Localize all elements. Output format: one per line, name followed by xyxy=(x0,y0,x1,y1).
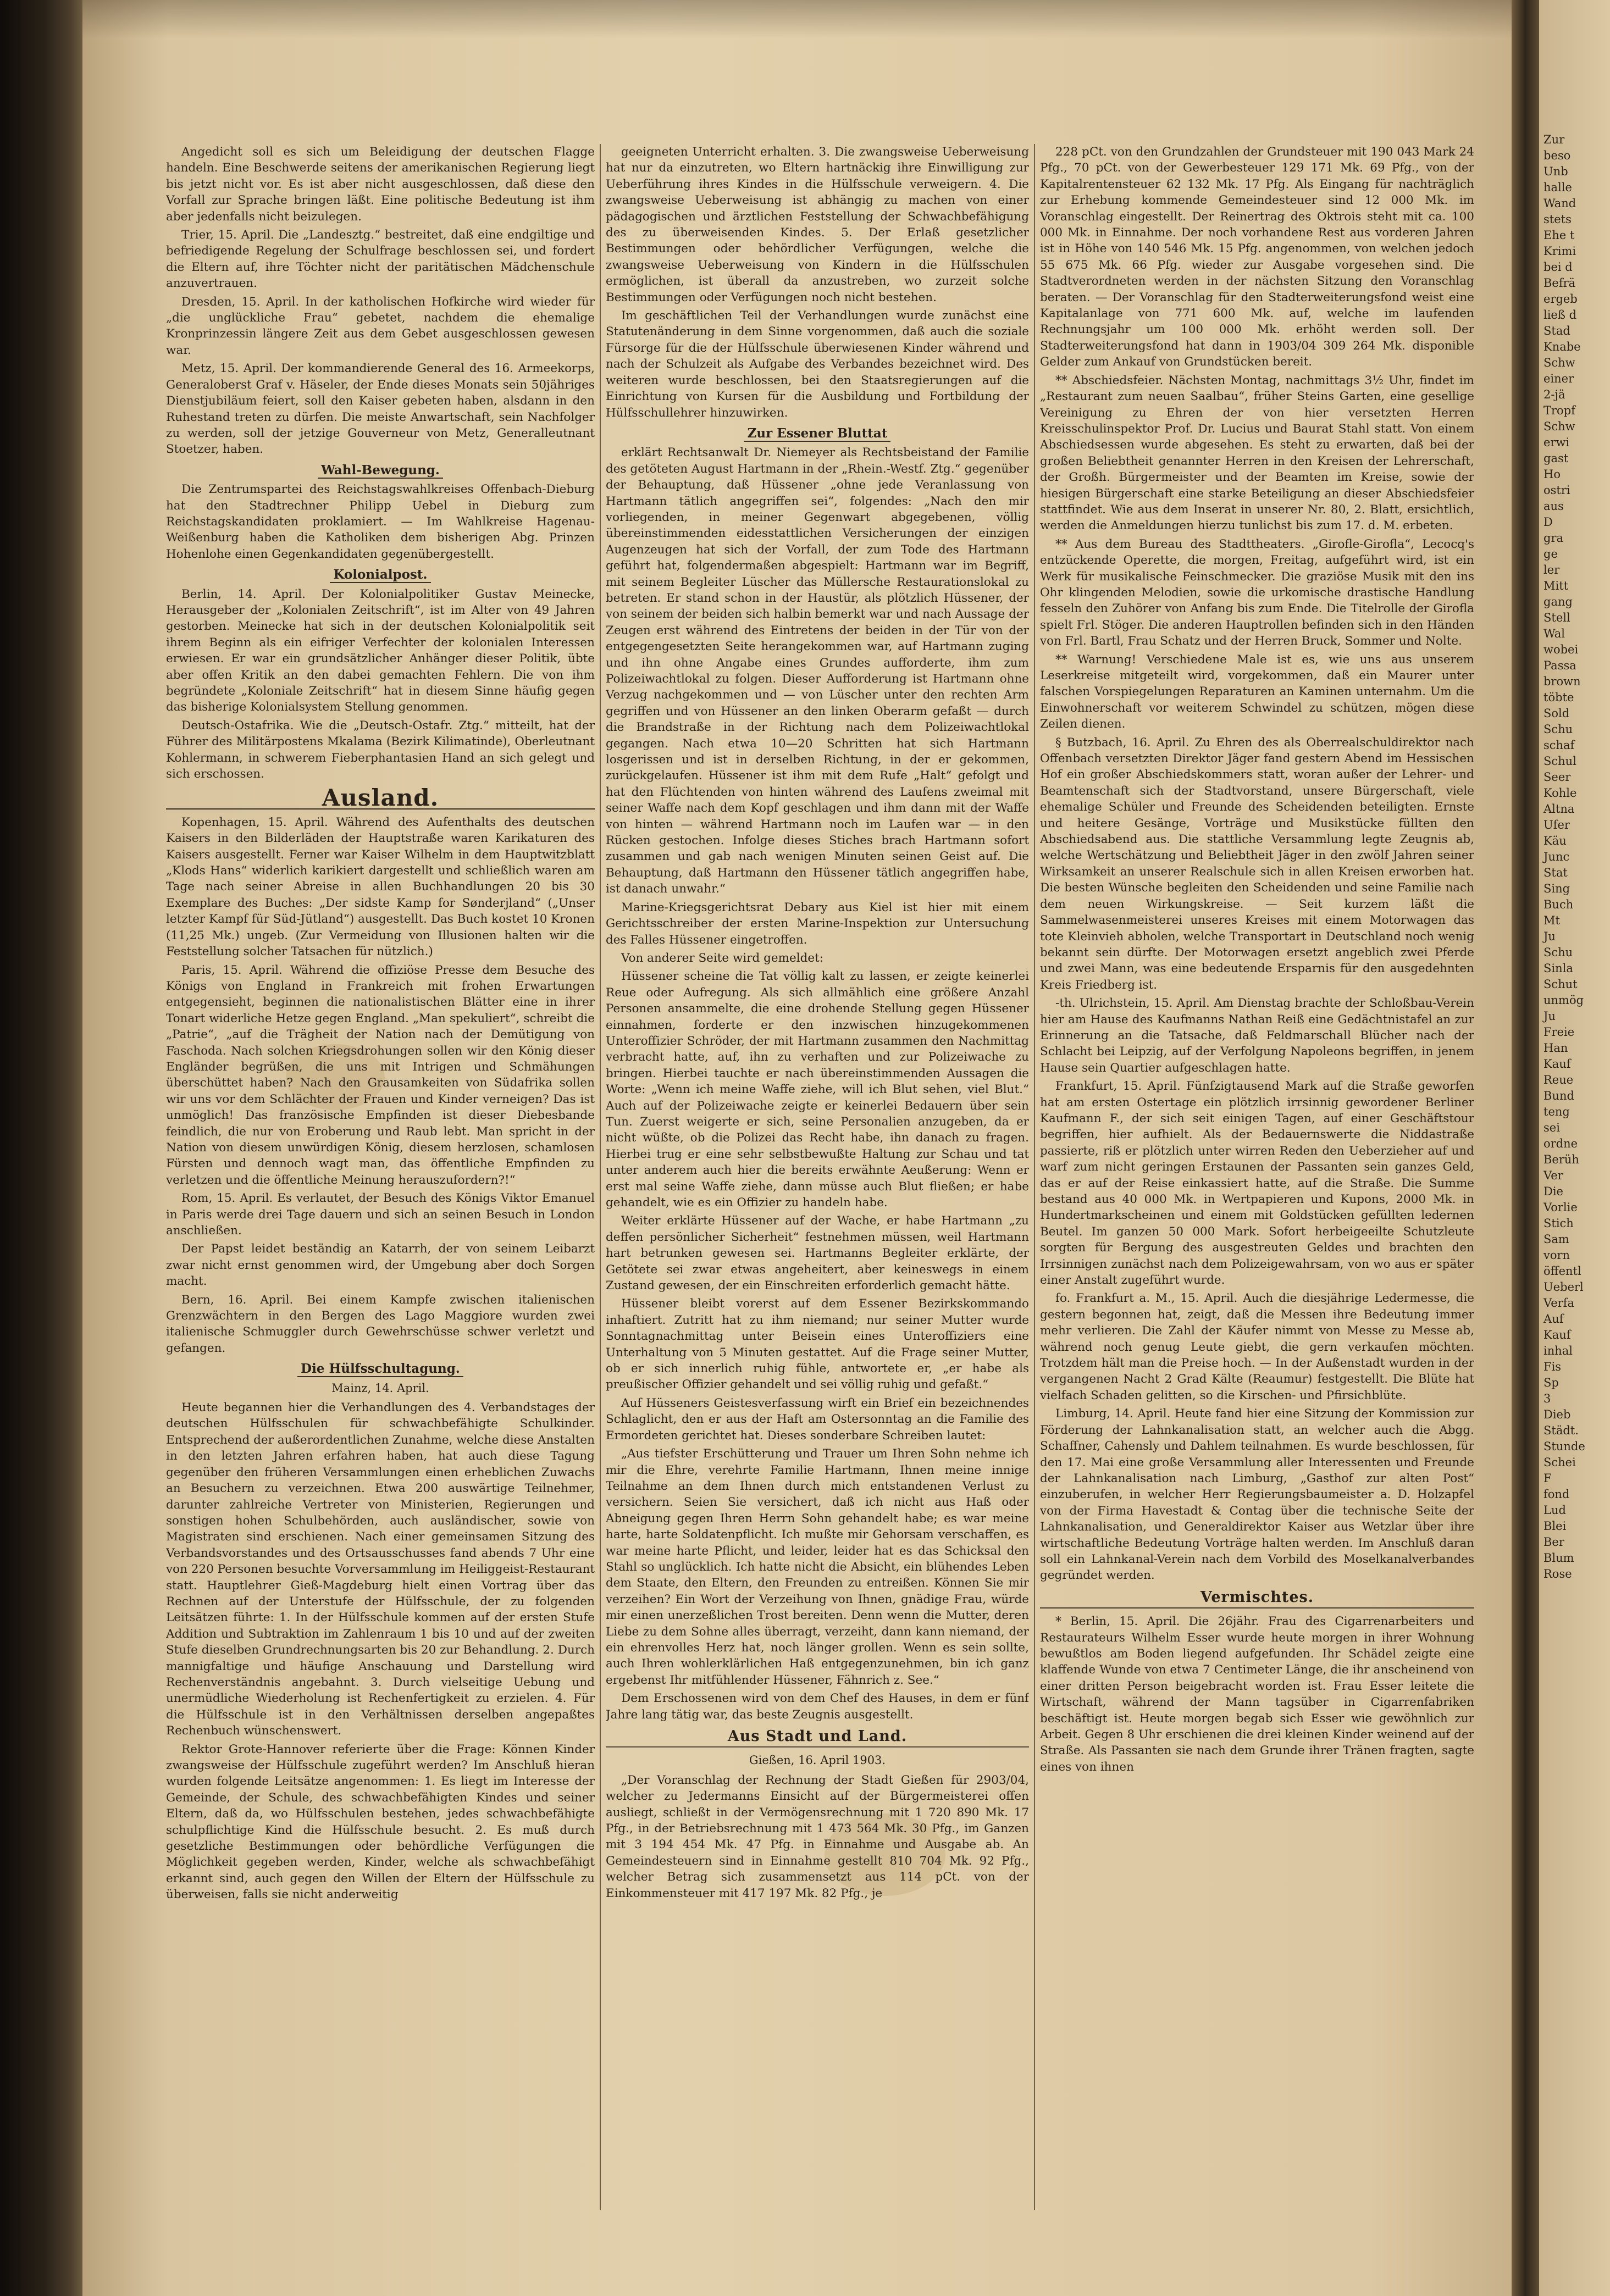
adjacent-page-text: Sinla xyxy=(1543,962,1573,975)
adjacent-page-text: Krimi xyxy=(1543,245,1576,258)
page-shadow xyxy=(82,0,1512,38)
adjacent-page-text: Sp xyxy=(1543,1376,1559,1389)
adjacent-page-text: Wand xyxy=(1543,197,1576,210)
column-rule xyxy=(1034,144,1035,2210)
article-paragraph: Trier, 15. April. Die „Landesztg.“ bestreitet, daß eine endgiltige und befriedigende Regelung der Schulfrage beschlossen sei, und fordert die Eltern auf, ihre Töchter nicht der paritätischen Mädchenschule anzuvertrauen. xyxy=(166,228,595,291)
adjacent-page-text: Städt. xyxy=(1543,1424,1579,1437)
article-paragraph: Frankfurt, 15. April. Fünfzigtausend Mark auf die Straße geworfen hat am ersten Ostertage ein plötzlich irrsinnig gewordener Berliner Kaufmann F., der sich seit einigen Tagen, auf einer Geschäftstour begriffen, hier aufhielt. Als der Bedauernswerte die Niddastraße passierte, riß er plötzlich unter wirren Reden den Ueberzieher auf und warf zum nicht geringen Erstaunen der Passanten sein ganzes Geld, das er auf der Reise einkassiert hatte, auf die Straße. Die Summe bestand aus 40 000 Mk. in Wertpapieren und Kupons, 2000 Mk. in Hundertmarkscheinen und einem mit Goldstücken gefüllten ledernen Beutel. Im ganzen 50 000 Mark. Sofort herbeigeeilte Schutzleute sorgten für Bergung des ausgestreuten Geldes und brachten den Irrsinnigen zunächst nach dem Polizeigewahrsam, von wo aus er später einer Anstalt zugeführt wurde. xyxy=(1040,1079,1474,1288)
adjacent-page-text: teng xyxy=(1543,1105,1570,1118)
adjacent-page-text: 2-jä xyxy=(1543,388,1565,401)
book-binding-edge xyxy=(0,0,82,2296)
article-paragraph: * Berlin, 15. April. Die 26jähr. Frau des Cigarrenarbeiters und Restaurateurs Wilhelm Esser wurde heute morgen in ihrer Wohnung bewußtlos am Boden liegend aufgefunden. Ihr Schädel zeigte eine klaffende Wunde von etwa 7 Centimeter Länge, die ihr anscheinend von einer dritten Person beigebracht worden ist. Frau Esser leitete die Wirtschaft, während der Mann tagsüber in Cigarrenfabriken beschäftigt ist. Heute morgen begab sich Esser wie gewöhnlich zur Arbeit. Gegen 8 Uhr erschienen die drei kleinen Kinder weinend auf der Straße. Als Passanten sie nach dem Grunde ihrer Tränen fragten, sagte eines von ihnen xyxy=(1040,1615,1474,1774)
adjacent-page-text: Ver xyxy=(1543,1169,1563,1182)
adjacent-page-text: ordne xyxy=(1543,1137,1578,1150)
adjacent-page-text: Mitt xyxy=(1543,579,1569,592)
article-paragraph: ** Abschiedsfeier. Nächsten Montag, nachmittags 3½ Uhr, findet im „Restaurant zum neuen Saalbau“, früher Steins Garten, eine gesellige Vereinigung zu Ehren der von hier versetzten Herren Kreisschulinspektor Prof. Dr. Lucius und Baurat Stahl statt. Von einem Abschiedsessen wurde abgesehen. Es steht zu erwarten, daß bei der großen Beliebtheit genannter Herren in den Kreisen der Lehrerschaft, der Großh. Bürgermeister und der Beamten im Kreise, sowie der hiesigen Bürgerschaft eine starke Beteiligung an dieser Abschiedsfeier stattfindet. Wie aus dem Inserat in unserer Nr. 80, 2. Blatt, ersichtlich, werden die Anmeldungen hierzu tunlichst bis zum 17. d. M. erbeten. xyxy=(1040,373,1474,533)
adjacent-page-text: halle xyxy=(1543,181,1572,194)
adjacent-page-text: wobei xyxy=(1543,643,1579,656)
article-paragraph: ** Aus dem Bureau des Stadttheaters. „Girofle-Girofla“, Lecocq's entzückende Operette, die morgen, Freitag, aufgeführt wird, ist ein Werk für musikalische Feinschmecker. Die graziöse Musik mit den ins Ohr klingenden Melodien, sowie die urkomische drastische Handlung fesseln den Zuhörer von Anfang bis zum Ende. Die Titelrolle der Girofla spielt Frl. Stöger. Die anderen Hauptrollen befinden sich in den Händen von Frl. Bartl, Frau Schatz und der Herren Bruck, Sommer und Nolte. xyxy=(1040,537,1474,648)
adjacent-page-text: Ehe t xyxy=(1543,229,1575,242)
adjacent-page-text: Schw xyxy=(1543,356,1575,369)
adjacent-page-text: Schu xyxy=(1543,946,1573,959)
adjacent-page-text: Altna xyxy=(1543,802,1575,816)
article-paragraph: Weiter erklärte Hüssener auf der Wache, er habe Hartmann „zu deffen persönlicher Sicherheit“ festnehmen müssen, weil Hartmann hart betrunken gewesen sei. Hartmanns Begleiter erklärte, der Getötete sei zwar etwas angeheitert, aber keineswegs in einem Zustand gewesen, der ein Einschreiten erforderlich gemacht hätte. xyxy=(606,1214,1029,1293)
adjacent-page-text: töbte xyxy=(1543,691,1574,704)
adjacent-page-text: Junc xyxy=(1543,850,1570,863)
adjacent-page-text: Unb xyxy=(1543,165,1568,178)
adjacent-page-text: erwi xyxy=(1543,436,1570,449)
article-paragraph: Hüssener scheine die Tat völlig kalt zu lassen, er zeigte keinerlei Reue oder Aufregung. Als sich allmählich eine größere Anzahl Personen ansammelte, die eine drohende Stellung gegen Hüssener einnahmen, forderte er den inzwischen hinzugekommenen Unteroffizier Schröder, der mit Hartmann zusammen den Nachmittag verbracht hatte, auf, ihn zu verhaften und zur Polizeiwache zu bringen. Hierbei tauchte er nach übereinstimmenden Aussagen die Worte: „Wenn ich meine Waffe ziehe, will ich Blut sehen, viel Blut.“ Auch auf der Polizeiwache zeigte er keinerlei Bedauern über sein Tun. Zuerst weigerte er sich, seine Personalien anzugeben, da er nicht wüßte, ob die Polizei das Recht habe, ihn danach zu fragen. Hierbei trug er eine sehr selbstbewußte Haltung zur Schau und tat unter anderem auch hier die bereits erwähnte Aeußerung: Wenn er erst mal seine Waffe ziehe, dann müsse auch Blut fließen; er habe gehandelt, wie es ein Offizier zu handeln habe. xyxy=(606,969,1029,1210)
adjacent-page-text: ge xyxy=(1543,547,1558,561)
subsection-heading-text: Kolonialpost. xyxy=(330,567,430,583)
adjacent-page-text: Reue xyxy=(1543,1073,1574,1086)
adjacent-page-text: bei d xyxy=(1543,260,1573,274)
adjacent-page-text: Stich xyxy=(1543,1217,1574,1230)
article-paragraph: erklärt Rechtsanwalt Dr. Niemeyer als Rechtsbeistand der Familie des getöteten August Hartmann in der „Rhein.-Westf. Ztg.“ gegenüber der Behauptung, daß Hüssener „ohne jede Veranlassung von Hartmann tätlich angegriffen sei“, folgendes: „Nach den mir vorliegenden, in meiner Gegenwart abgegebenen, völlig übereinstimmenden eidesstattlichen Versicherungen der einzigen Augenzeugen hat sich der Vorfall, der zum Tode des Hartmann geführt hat, folgendermaßen abgespielt: Hartmann war im Begriff, mit seinem Begleiter Lüscher das Müllersche Restaurationslokal zu betreten. Er stand schon in der Haustür, als plötzlich Hüssener, der von seinem der beiden sich halbin bemerkt war und nach Aussage der Zeugen erst während des Eintretens der beiden in der Tür von der entgegengesetzten Seite herangekommen war, auf Hartmann zuging und ihn ohne Angabe eines Grundes aufforderte, ihm zum Polizeiwachtlokal zu folgen. Dieser Aufforderung ist Hartmann ohne Verzug nachgekommen und — von Lüscher unter den rechten Arm gegriffen und von Hüssener an den linken Oberarm gefaßt — durch die Brandstraße in der Richtung nach dem Polizeiwachtlokal gegangen. Nach etwa 10—20 Schritten hat sich Hartmann losgerissen und ist in derselben Richtung, in der er gekommen, zurückgelaufen. Hüssener ist ihm mit dem Rufe „Halt“ gefolgt und hat den Flüchtenden von hinten während des Laufens zweimal mit seiner Waffe nach dem Kopf geschlagen und ihm dann mit der Waffe von hinten — während Hartmann noch im Laufen war — in den Rücken gestochen. Infolge dieses Stiches brach Hartmann sofort zusammen und gab nach wenigen Minuten seinen Geist auf. Die Behauptung, daß Hartmann den Hüssener tätlich angegriffen habe, ist danach unwahr.“ xyxy=(606,446,1029,896)
dateline: Gießen, 16. April 1903. xyxy=(749,1754,886,1767)
adjacent-page-text: Sold xyxy=(1543,707,1570,720)
adjacent-page-text: Auf xyxy=(1543,1312,1564,1326)
article-paragraph: Paris, 15. April. Während die offiziöse Presse dem Besuche des Königs von England in Frankreich mit frohen Erwartungen entgegensieht, beginnen die nationalistischen Blätter eine in ihrer Tonart widerliche Hetze gegen England. „Man spekuliert“, schreibt die „Patrie“, „auf die Trägheit der Nation nach der Demütigung von Faschoda. Nach solchen Kriegsdrohungen sollen wir den König dieser Engländer begrüßen, die uns mit Intrigen und Schmähungen überschüttet haben? Nach den Grausamkeiten von Südafrika sollen wir uns vor dem Schlächter der Frauen und Kinder verneigen? Das ist unmöglich! Das französische Empfinden ist dieser Diebesbande feindlich, die nur von Eroberung und Raub lebt. Man spricht in der Nation von diesem unwürdigen König, diesem herzlosen, schamlosen Fürsten und dennoch wagt man, das öffentliche Empfinden zu verletzen und die öffentliche Meinung herauszufordern?!“ xyxy=(166,963,595,1187)
article-paragraph: geeigneten Unterricht erhalten. 3. Die zwangsweise Ueberweisung hat nur da einzutreten, wo Eltern hartnäckig ihre Einwilligung zur Ueberführung ihres Kindes in die Hülfsschule verweigern. 4. Die zwangsweise Ueberweisung ist abhängig zu machen von einer pädagogischen und ärztlichen Feststellung der Schwachbefähigung des zu überweisenden Kindes. 5. Der Erlaß gesetzlicher Bestimmungen oder behördlicher Verfügungen, welche die zwangsweise Ueberweisung von Kindern in die Hülfsschulen ermöglichen, ist überall da anzustreben, wo zurzeit solche Bestimmungen oder Verfügungen noch nicht bestehen. xyxy=(606,145,1029,304)
adjacent-page-text: Buch xyxy=(1543,898,1574,911)
adjacent-page-text: Verfa xyxy=(1543,1296,1574,1310)
adjacent-page-text: Ju xyxy=(1543,930,1556,943)
article-paragraph: fo. Frankfurt a. M., 15. April. Auch die diesjährige Ledermesse, die gestern begonnen hat, zeigt, daß die Messen ihre Bedeutung immer mehr verlieren. Die Zahl der Käufer nimmt von Messe zu Messe ab, während noch genug Leute giebt, die gern verkaufen möchten. Trotzdem hält man die Preise hoch. — In der Außenstadt wurden in der vergangenen Nacht 2 Grad Kälte (Reaumur) festgestellt. Die Blüte hat vielfach Schaden gelitten, so die Kirschen- und Pfirsichblüte. xyxy=(1040,1291,1474,1402)
adjacent-page-text: Bund xyxy=(1543,1089,1574,1102)
adjacent-page-text: Han xyxy=(1543,1041,1568,1055)
article-paragraph: ** Warnung! Verschiedene Male ist es, wie uns aus unserem Leserkreise mitgeteilt wird, vorgekommen, daß ein Maurer unter falschen Vorspiegelungen Reparaturen an Kaminen unternahm. Um die Einwohnerschaft vor weiterem Schwindel zu schützen, mögen diese Zeilen dienen. xyxy=(1040,652,1474,731)
adjacent-page-text: sei xyxy=(1543,1121,1560,1134)
adjacent-page-text: brown xyxy=(1543,675,1581,688)
adjacent-page-text: Ju xyxy=(1543,1010,1556,1023)
subsection-heading xyxy=(166,462,595,478)
adjacent-page-text: Stat xyxy=(1543,866,1568,879)
adjacent-page-text: F xyxy=(1543,1472,1552,1485)
adjacent-page-text: Blum xyxy=(1543,1551,1574,1565)
dateline: Mainz, 14. April. xyxy=(331,1381,429,1395)
article-paragraph: Im geschäftlichen Teil der Verhandlungen wurde zunächst eine Statutenänderung in dem Sinne vorgenommen, daß auch die soziale Fürsorge für die der Hülfsschule überwiesenen Kinder während und nach der Schulzeit als Aufgabe des Verbandes bezeichnet wird. Des weiteren wurde beschlossen, bei den Staatsregierungen auf die Einrichtung von Kursen für die Ausbildung und Fortbildung der Hülfsschullehrer hinzuwirken. xyxy=(606,309,1029,420)
adjacent-page-text: Wal xyxy=(1543,627,1565,640)
article-paragraph: Marine-Kriegsgerichtsrat Debary aus Kiel ist hier mit einem Gerichtsschreiber der ersten Marine-Inspektion zur Untersuchung des Falles Hüssener eingetroffen. xyxy=(606,900,1029,947)
adjacent-page-text: Ufer xyxy=(1543,818,1570,831)
adjacent-page-text: Ueberl xyxy=(1543,1280,1584,1294)
adjacent-page-text: Schu xyxy=(1543,723,1573,736)
adjacent-page-text: Ho xyxy=(1543,468,1561,481)
article-paragraph: 228 pCt. von den Grundzahlen der Grundsteuer mit 190 043 Mark 24 Pfg., 70 pCt. von der Gewerbesteuer 129 171 Mk. 69 Pfg., von der Kapitalrentensteuer 62 132 Mk. 17 Pfg. Als Eingang für nachträglich zur Erhebung kommende Gemeindesteuer sind 12 000 Mk. im Voranschlag eingestellt. Der Reinertrag des Oktrois steht mit ca. 100 000 Mk. in Einnahme. Der noch vorhandene Rest aus vorderen Jahren ist in Höhe von 140 546 Mk. 15 Pfg. angenommen, von welchen jedoch 55 675 Mk. 66 Pfg. wieder zur Ausgabe vorgesehen sind. Die Stadtverordneten werden in der nächsten Sitzung den Voranschlag beraten. — Der Voranschlag für den Stadterweiterungsfond weist eine Kapitalanlage von 771 600 Mk. auf, welche im laufenden Rechnungsjahr um 100 000 Mk. erhöht werden soll. Der Stadterweiterungsfond hat dann in 1903/04 309 264 Mk. disponible Gelder zum Ankauf von Grundstücken bereit. xyxy=(1040,145,1474,369)
adjacent-page-text: Freie xyxy=(1543,1025,1575,1039)
adjacent-page-text: Fis xyxy=(1543,1360,1562,1373)
adjacent-page-text: beso xyxy=(1543,149,1571,162)
adjacent-page-text: Berüh xyxy=(1543,1153,1579,1166)
article-paragraph: -th. Ulrichstein, 15. April. Am Dienstag brachte der Schloßbau-Verein hier am Hause des Kaufmanns Nathan Reiß eine Gedächtnistafel an zur Erinnerung an die Tatsache, daß Feldmarschall Blücher nach der Schlacht bei Leipzig, auf der Verfolgung Napoleons begriffen, in jenem Hause sein Quartier aufgeschlagen hatte. xyxy=(1040,996,1474,1075)
adjacent-page-text: Dieb xyxy=(1543,1408,1571,1421)
adjacent-page-text: Knabe xyxy=(1543,340,1581,353)
article-paragraph: Angedicht soll es sich um Beleidigung der deutschen Flagge handeln. Eine Beschwerde seitens der amerikanischen Regierung liegt bis jetzt nicht vor. Es ist aber nicht ausgeschlossen, daß diese den Vorfall zur Sprache bringen läßt. Eine politische Bedeutung ist ihm aber jedenfalls nicht beizulegen. xyxy=(166,145,595,224)
adjacent-page-text: ließ d xyxy=(1543,308,1577,321)
adjacent-page-text: vorn xyxy=(1543,1249,1570,1262)
adjacent-page-text: ergeb xyxy=(1543,292,1578,306)
adjacent-page-text: Kauf xyxy=(1543,1328,1571,1341)
adjacent-page-text: Lud xyxy=(1543,1504,1566,1517)
article-paragraph: Von anderer Seite wird gemeldet: xyxy=(621,951,823,965)
article-paragraph: Dem Erschossenen wird von dem Chef des Hauses, in dem er fünf Jahre lang tätig war, das beste Zeugnis ausgestellt. xyxy=(606,1692,1029,1722)
subsection-heading-text: Die Hülfsschultagung. xyxy=(297,1361,463,1377)
adjacent-page-text: Schw xyxy=(1543,420,1575,433)
adjacent-page-text: Seer xyxy=(1543,770,1571,784)
adjacent-page-text: aus xyxy=(1543,500,1564,513)
column-2 xyxy=(606,144,1029,2210)
section-heading: Aus Stadt und Land. xyxy=(606,1728,1029,1748)
adjacent-page-text: Kauf xyxy=(1543,1057,1571,1071)
adjacent-page-text: Passa xyxy=(1543,659,1576,672)
adjacent-page-text: Schei xyxy=(1543,1456,1576,1469)
adjacent-page-text: schaf xyxy=(1543,739,1575,752)
adjacent-page-text: Rose xyxy=(1543,1567,1572,1580)
adjacent-page-text: gang xyxy=(1543,595,1573,608)
article-paragraph: Rektor Grote-Hannover referierte über die Frage: Können Kinder zwangsweise der Hülfsschule zugeführt werden? Im Anschluß hieran wurden folgende Leitsätze angenommen: 1. Es liegt im Interesse der Gemeinde, der Schule, des schwachbefähigten Kindes und seiner Eltern, daß da, wo Hülfsschulen bestehen, jedes schwachbefähigte schulpflichtige Kind die Hülfsschule besucht. 2. Es muß durch gesetzliche Bestimmungen oder behördliche Verfügungen die Möglichkeit gegeben werden, Kinder, welche als schwachbefähigt erkannt sind, auch gegen den Willen der Eltern der Hülfsschule zu überweisen, falls sie nicht anderweitig xyxy=(166,1742,595,1902)
article-paragraph: Deutsch-Ostafrika. Wie die „Deutsch-Ostafr. Ztg.“ mitteilt, hat der Führer des Militärpostens Mkalama (Bezirk Kilimatinde), Oberleutnant Kohlermann, in schwerem Fieberphantasien Hand an sich gelegt und sich erschossen. xyxy=(166,718,595,781)
column-3 xyxy=(1040,144,1474,2210)
adjacent-page-text: Vorlie xyxy=(1543,1201,1578,1214)
adjacent-page-text: Mt xyxy=(1543,914,1560,927)
adjacent-page-text: stets xyxy=(1543,213,1572,226)
adjacent-page-text: D xyxy=(1543,515,1553,529)
adjacent-page-text: 3 xyxy=(1543,1392,1551,1405)
article-paragraph: Berlin, 14. April. Der Kolonialpolitiker Gustav Meinecke, Herausgeber der „Kolonialen Zeitschrift“, ist im Alter von 49 Jahren gestorben. Meinecke hat sich in der deutschen Kolonialpolitik seit ihrem Beginn als ein eifriger Verfechter der kolonialen Interessen erwiesen. Er war ein grundsätzlicher Anhänger dieser Politik, übte aber offen Kritik an den dabei gemachten Fehlern. Die von ihm begründete „Koloniale Zeitschrift“ hat in diesem Sinne häufig gegen das bisherige Kolonialsystem Stellung genommen. xyxy=(166,587,595,714)
article-paragraph: „Aus tiefster Erschütterung und Trauer um Ihren Sohn nehme ich mir die Ehre, verehrte Familie Hartmann, Ihnen meine innige Teilnahme an dem Ihnen durch mich entstandenen Verlust zu versichern. Seien Sie versichert, daß ich nicht aus Haß oder Abneigung gegen Ihren Herrn Sohn gehandelt habe; es war meine harte, harte Soldatenpflicht. Ich mußte mir Gehorsam verschaffen, es war meine harte Pflicht, und leider, leider hat es das Schicksal den Stahl so unglücklich. Ich hatte nicht die Absicht, ein blühendes Leben dem Staate, den Eltern, den Freunden zu entreißen. Können Sie mir verzeihen? Ein Wort der Verzeihung von Ihnen, gnädige Frau, würde mir einen unerzeßlichen Trost bereiten. Denn wenn die Mutter, deren Liebe zu dem Sohne alles überragt, verzeiht, dann kann niemand, der ein ehrenvolles Herz hat, noch länger grollen. Wenn es sein sollte, auch Ihren wohlerklärlichen Haß entgegenzunehmen, bin ich ganz ergebenst Ihr mitfühlender Hüssener, Fähnrich z. See.“ xyxy=(606,1447,1029,1687)
adjacent-page-fragment xyxy=(1539,0,1610,2296)
article-paragraph: „Der Voranschlag der Rechnung der Stadt Gießen für 2903/04, welcher zu Jedermanns Einsicht auf der Bürgermeisterei offen ausliegt, schließt in der Vermögensrechnung mit 1 720 890 Mk. 17 Pfg., in der Betriebsrechnung mit 1 473 564 Mk. 30 Pfg., im Ganzen mit 3 194 454 Mk. 47 Pfg. in Einnahme und Ausgabe ab. An Gemeindesteuern sind in Einnahme gestellt 810 704 Mk. 92 Pfg., welcher Betrag sich zusammensetzt aus 114 pCt. von der Einkommensteuer mit 417 197 Mk. 82 Pfg., je xyxy=(606,1773,1029,1900)
subsection-heading-text: Zur Essener Bluttat xyxy=(744,426,891,442)
adjacent-page-text: gra xyxy=(1543,531,1564,545)
adjacent-page-text: Schut xyxy=(1543,978,1578,991)
article-paragraph: Dresden, 15. April. In der katholischen Hofkirche wird wieder für „die unglückliche Frau“ gebetet, nachdem die ehemalige Kronprinzessin längere Zeit aus dem Gebet ausgeschlossen gewesen war. xyxy=(166,295,595,357)
subsection-heading xyxy=(606,425,1029,441)
section-heading: Vermischtes. xyxy=(1040,1589,1474,1609)
article-paragraph: Die Zentrumspartei des Reichstagswahlkreises Offenbach-Dieburg hat den Stadtrechner Philipp Uebel in Dieburg zum Reichstagskandidaten proklamiert. — Im Wahlkreise Hagenau-Weißenburg haben die Katholiken dem bisherigen Abg. Prinzen Hohenlohe einen Gegenkandidaten gegenübergestellt. xyxy=(166,483,595,561)
adjacent-page-text: Blei xyxy=(1543,1519,1567,1533)
adjacent-page-text: Tropf xyxy=(1543,404,1575,417)
adjacent-page-text: Käu xyxy=(1543,834,1567,847)
adjacent-page-text: ler xyxy=(1543,563,1560,576)
adjacent-page-text: Schul xyxy=(1543,755,1576,768)
adjacent-page-text: gast xyxy=(1543,452,1569,465)
adjacent-page-text: Sing xyxy=(1543,882,1570,895)
adjacent-page-text: Zur xyxy=(1543,133,1565,146)
subsection-heading-text: Wahl-Bewegung. xyxy=(318,463,443,479)
adjacent-page-text: öffentl xyxy=(1543,1265,1581,1278)
article-paragraph: Auf Hüsseners Geistesverfassung wirft ein Brief ein bezeichnendes Schlaglicht, den er aus der Haft am Ostersonntag an die Familie des Ermordeten gerichtet hat. Dieses sonderbare Schreiben lautet: xyxy=(606,1396,1029,1443)
adjacent-page-text: ostri xyxy=(1543,484,1570,497)
article-paragraph: Metz, 15. April. Der kommandierende General des 16. Armeekorps, Generaloberst Graf v. Häseler, der Ende dieses Monats sein 50jähriges Dienstjubiläum feiert, soll den Kaiser gebeten haben, alsdann in den Ruhestand treten zu dürfen. Die meiste Anwartschaft, sein Nachfolger zu werden, soll der jetzige Gouverneur von Metz, Generalleutnant Stoetzer, haben. xyxy=(166,362,595,457)
section-heading: Ausland. xyxy=(166,790,595,809)
article-paragraph: Kopenhagen, 15. April. Während des Aufenthalts des deutschen Kaisers in den Bilderläden der Hauptstraße waren Karikaturen des Kaisers ausgestellt. Ferner war Kaiser Wilhelm in dem Hauptwitzblatt „Klods Hans“ widerlich karikiert dargestellt und schließlich waren am Tage nach seiner Abreise in allen Buchhandlungen 20 bis 30 Exemplare des Buches: „Der sidste Kamp for Sønderjland“ („Unser letzter Kampf für Süd-Jütland“) ausgestellt. Das Buch kostet 10 Kronen (11,25 Mk.) ungeb. (Zur Vermeidung von Illusionen halten wir die Feststellung solcher Tatsachen für nützlich.) xyxy=(166,815,595,959)
adjacent-page-text: Die xyxy=(1543,1185,1563,1198)
adjacent-page-text: Stell xyxy=(1543,611,1570,624)
column-rule xyxy=(600,144,601,2210)
adjacent-page-text: inhal xyxy=(1543,1344,1573,1357)
subsection-heading xyxy=(166,1361,595,1377)
article-paragraph: Limburg, 14. April. Heute fand hier eine Sitzung der Kommission zur Förderung der Lahnkanalisation statt, an welcher auch die Abgg. Schaffner, Cahensly und Dahlem teilnahmen. Es wurde beschlossen, für den 17. Mai eine große Versammlung aller Interessenten und Freunde der Lahnkanalisation nach Limburg, „Gasthof zur alten Post“ einzuberufen, in welcher Herr Regierungsbaumeister a. D. Holzapfel von der Firma Havestadt & Contag über die technische Seite der Lahnkanalisation, und Generaldirektor Kaiser aus Wetzlar über ihre wirtschaftliche Bedeutung Vorträge halten werden. Im Anschluß daran soll ein Lahnkanal-Verein nach dem Vorbild des Moselkanalverbandes gegründet werden. xyxy=(1040,1407,1474,1583)
subsection-heading xyxy=(166,567,595,583)
adjacent-page-text: fond xyxy=(1543,1488,1570,1501)
adjacent-page-text: Sam xyxy=(1543,1233,1569,1246)
article-paragraph: Heute begannen hier die Verhandlungen des 4. Verbandstages der deutschen Hülfsschulen für schwachbefähigte Schulkinder. Entsprechend der außerordentlichen Zunahme, welche diese Anstalten in den letzten Jahren erfahren haben, hat auch diese Tagung gegenüber den früheren Versammlungen einen erheblichen Zuwachs an Besuchern zu verzeichnen. Etwa 200 auswärtige Teilnehmer, darunter zahlreiche Vertreter von Ministerien, Regierungen und sonstigen hohen Schulbehörden, auch ausländischer, sowie von Magistraten sind erschienen. Nach einer gemeinsamen Sitzung des Verbandsvorstandes und des Ortsausschusses fand abends 7 Uhr eine von 220 Personen besuchte Vorversammlung im Heiliggeist-Restaurant statt. Hauptlehrer Gieß-Magdeburg hielt einen Vortrag über das Rechnen auf der Unterstufe der Hülfsschule, der zu folgenden Leitsätzen führte: 1. In der Hülfsschule kommen auf der ersten Stufe Addition und Subtraktion im Zahlenraum 1 bis 10 und auf der zweiten Stufe dieselben Grundrechnungsarten bis 20 zur Behandlung. 2. Durch mannigfaltige und häufige Anschauung und Darstellung wird Rechenverständnis angebahnt. 3. Durch vielseitige Uebung und unermüdliche Wiederholung ist Rechenfertigkeit zu erzielen. 4. Für die Hülfsschule ist in den Verhältnissen derselben angepaßtes Rechenbuch wünschenswert. xyxy=(166,1401,595,1738)
adjacent-page-text: Stad xyxy=(1543,324,1570,337)
adjacent-page-text: einer xyxy=(1543,372,1574,385)
article-paragraph: Bern, 16. April. Bei einem Kampfe zwischen italienischen Grenzwächtern in den Bergen des Lago Maggiore wurden zwei italienische Schmuggler durch Gewehrschüsse schwer verletzt und gefangen. xyxy=(166,1293,595,1355)
book-gutter xyxy=(1512,0,1539,2296)
article-paragraph: Der Papst leidet beständig an Katarrh, der von seinem Leibarzt zwar nicht ernst genommen wird, der Umgebung aber doch Sorgen macht. xyxy=(166,1242,595,1289)
adjacent-page-text: Befrä xyxy=(1543,276,1576,290)
article-paragraph: Hüssener bleibt vorerst auf dem Essener Bezirkskommando inhaftiert. Zutritt hat zu ihm niemand; nur seiner Mutter wurde Sonntagnachmittag unter Beisein eines Unteroffiziers eine Unterhaltung von 5 Minuten gestattet. Auf die Frage seiner Mutter, ob er sich innerlich ruhig fühle, antwortete er, „er habe als preußischer Offizier gehandelt und sei völlig ruhig und gefaßt.“ xyxy=(606,1297,1029,1392)
column-1 xyxy=(166,144,595,2210)
article-paragraph: § Butzbach, 16. April. Zu Ehren des als Oberrealschuldirektor nach Offenbach versetzten Direktor Jäger fand gestern Abend im Hessischen Hof ein großer Abschiedskommers statt, woran außer der Lehrer- und Beamtenschaft sich der Stadtvorstand, unsere Bürgerschaft, viele ehemalige Schüler und Freunde des Scheidenden beteiligten. Ernste und heitere Gesänge, Vorträge und Musikstücke füllten den Abschiedsabend aus. Die stattliche Versammlung legte Zeugnis ab, welche Wertschätzung und Beliebtheit Jäger in den zwölf Jahren seiner Wirksamkeit an unserer Realschule sich in allen Kreisen erworben hat. Die besten Wünsche begleiten den Scheidenden und seine Familie nach dem neuen Wirkungskreise. — Seit kurzem läßt die Sammelwasenmeisterei unseres Kreises mit einem Motorwagen das tote Kleinvieh abholen, welche Transportart in Deutschland noch wenig bekannt sein dürfte. Der Motorwagen ersetzt angeblich zwei Pferde und zwei Mann, was eine bedeutende Ersparnis für den ausgedehnten Kreis Friedberg ist. xyxy=(1040,735,1474,992)
adjacent-page-text: Stunde xyxy=(1543,1440,1585,1453)
adjacent-page-text: Ber xyxy=(1543,1535,1564,1549)
adjacent-page-text: Kohle xyxy=(1543,786,1577,800)
adjacent-page-text: unmög xyxy=(1543,994,1584,1007)
article-paragraph: Rom, 15. April. Es verlautet, der Besuch des Königs Viktor Emanuel in Paris werde drei Tage dauern und sich an seinen Besuch in London anschließen. xyxy=(166,1191,595,1238)
